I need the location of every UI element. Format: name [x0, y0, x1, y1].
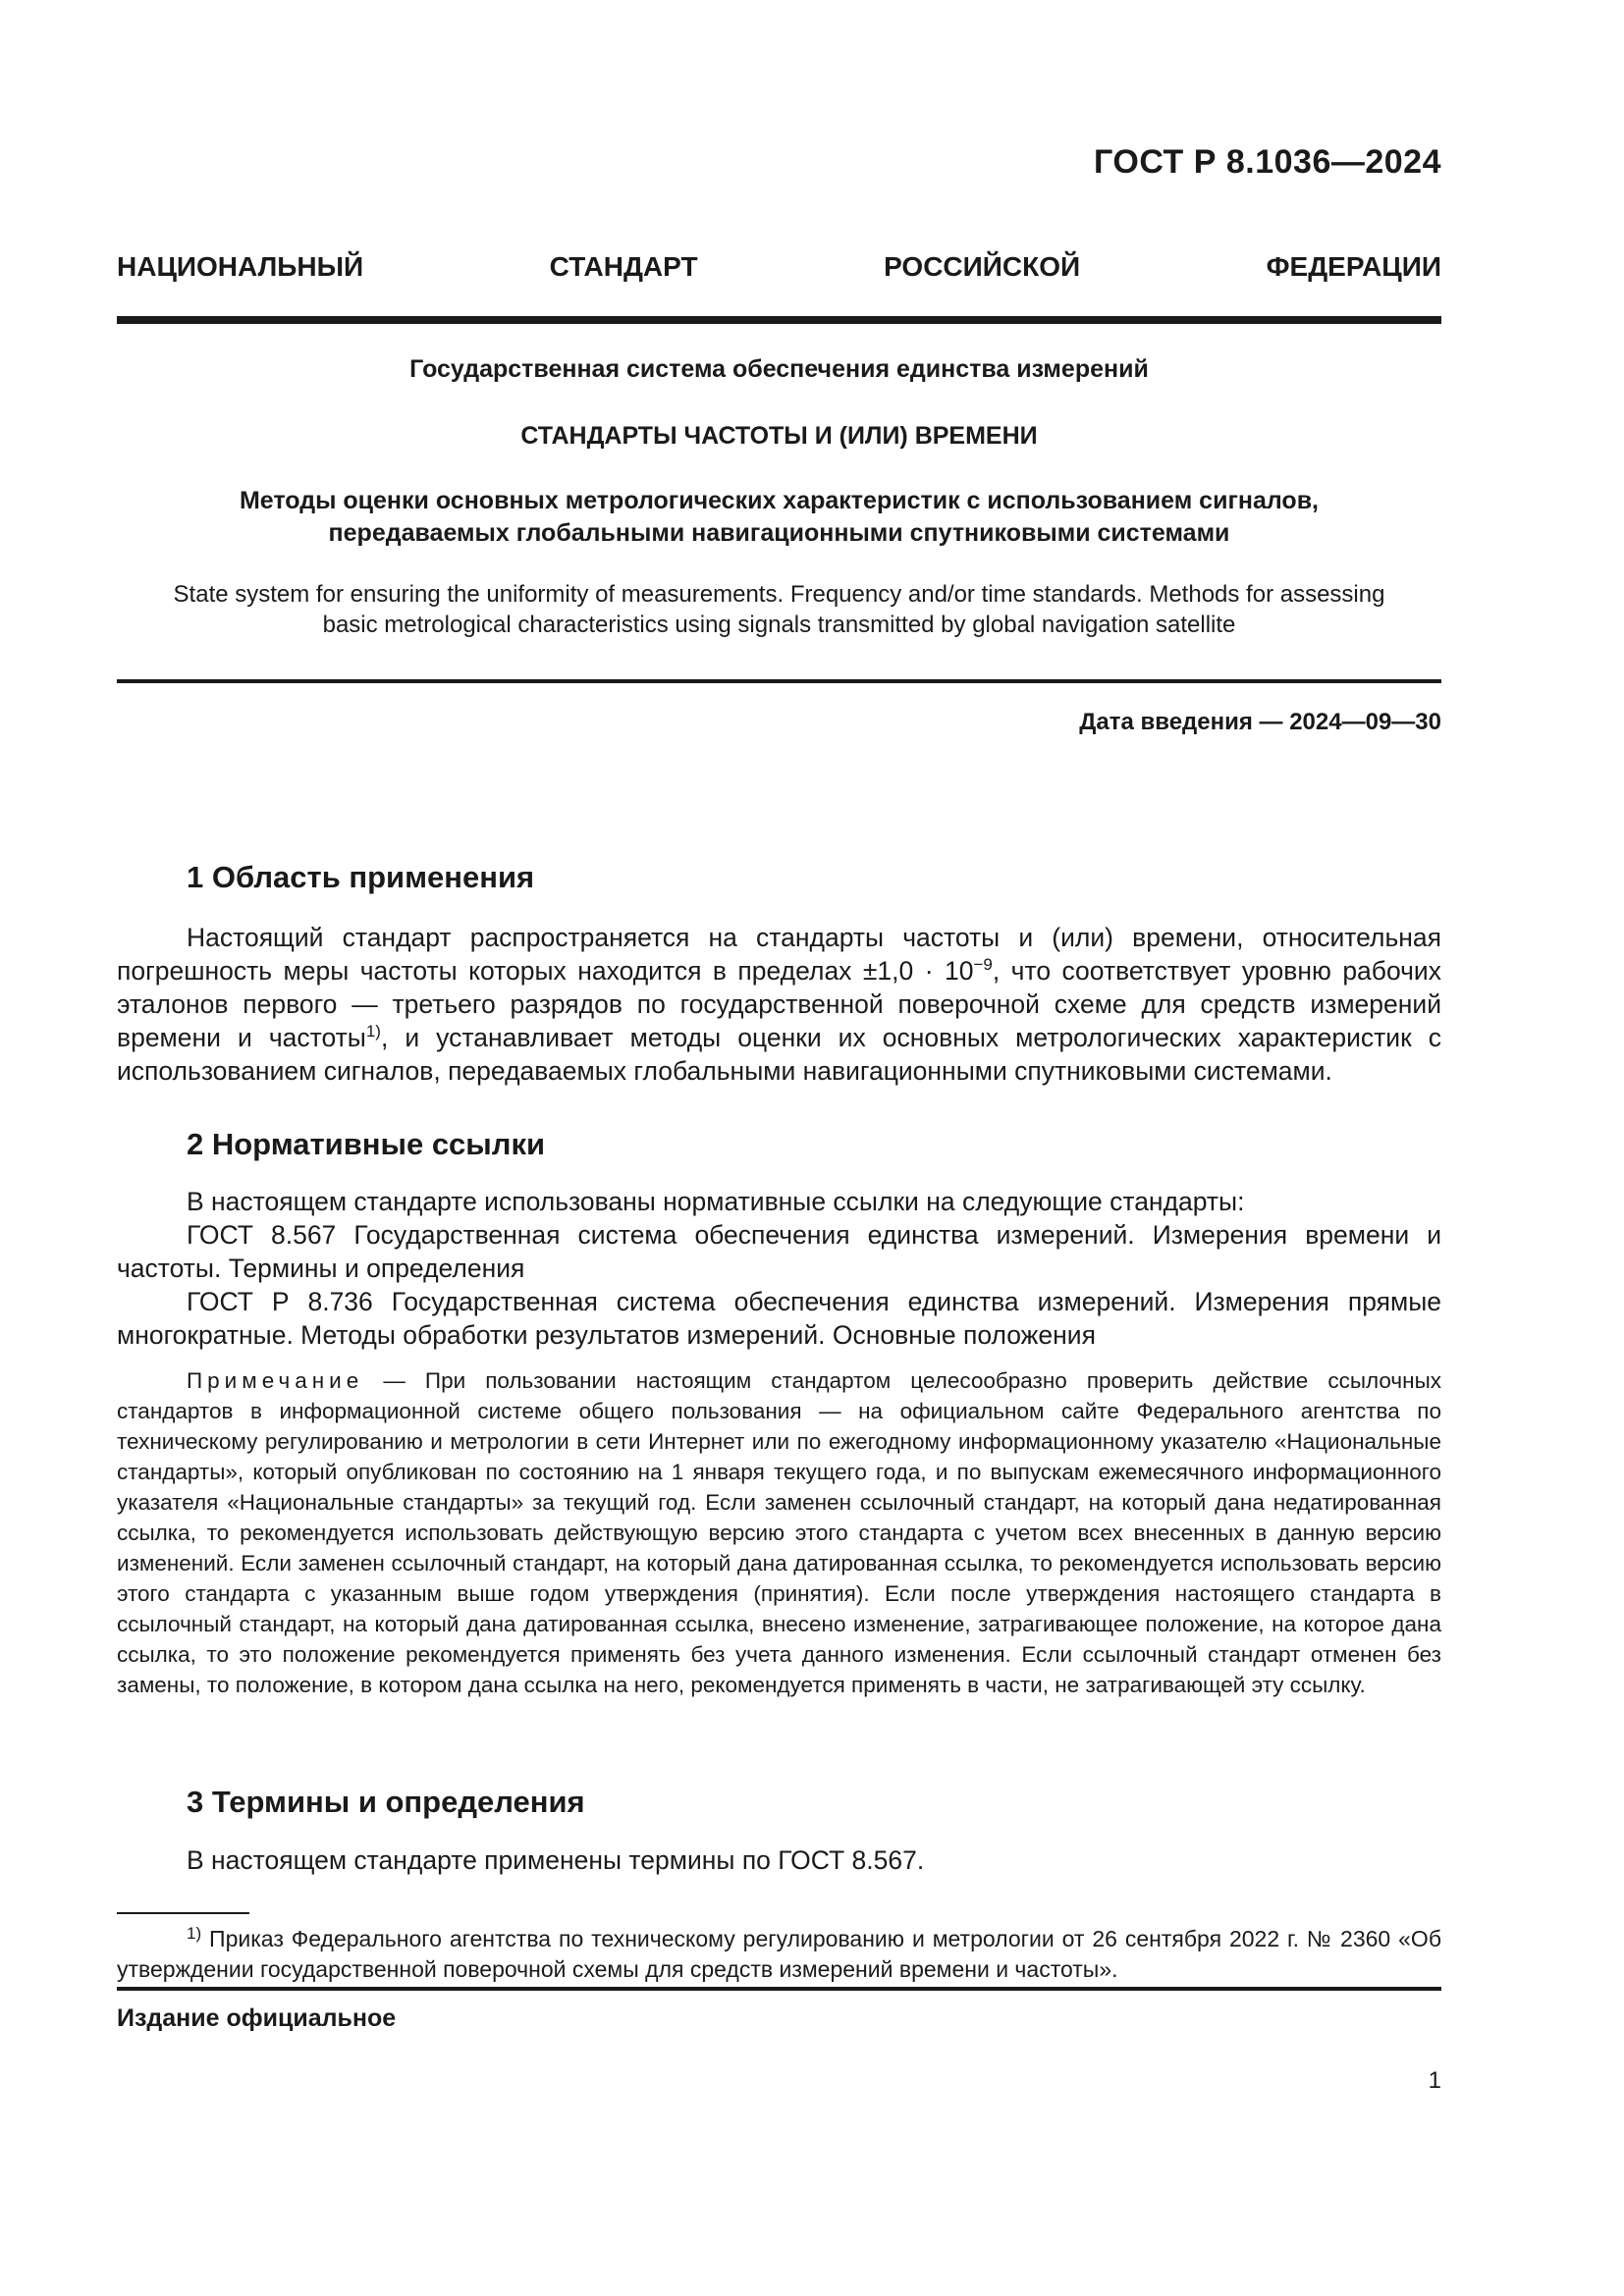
- subject-title: СТАНДАРТЫ ЧАСТОТЫ И (ИЛИ) ВРЕМЕНИ: [520, 422, 1038, 450]
- section-2-title: 2 Нормативные ссылки: [187, 1127, 546, 1161]
- reference-gost-r-8-736: ГОСТ Р 8.736 Государственная система обеспечения единства измерений. Измерения прямые многократные. Методы обработки результатов измерений. Основные положения: [117, 1287, 1441, 1350]
- official-edition-label: Издание официальное: [117, 2004, 397, 2032]
- title-rule: [117, 679, 1441, 683]
- methods-title: [117, 485, 1441, 550]
- system-title: Государственная система обеспечения единства измерений: [409, 355, 1149, 383]
- section-1-text-part2: , что соответствует уровню рабочих эталонов первого — третьего разрядов по государственной поверочной схеме для средств измерений времени и частоты: [117, 956, 1441, 1052]
- section-1-text-part1: Настоящий стандарт распространяется на стандарты частоты и (или) времени, относительная погрешность меры частоты которых находится в пределах ±1,0 · 10: [117, 923, 1441, 986]
- footnote-rule: [117, 1912, 249, 1914]
- section-3-text: В настоящем стандарте применены термины по ГОСТ 8.567.: [187, 1845, 925, 1875]
- section-1-title: 1 Область применения: [187, 860, 535, 894]
- note-label: Примечание: [187, 1368, 364, 1393]
- methods-title-line2: передаваемых глобальными навигационными спутниковыми системами: [328, 519, 1230, 547]
- note: [117, 1365, 1441, 1700]
- page-number: 1: [1428, 2067, 1441, 2094]
- document-number: ГОСТ Р 8.1036—2024: [1094, 143, 1441, 181]
- section-1-text-part3: , и устанавливает методы оценки их основных метрологических характеристик с использованием сигналов, передаваемых глобальными навигационными спутниковыми системами.: [117, 1023, 1441, 1086]
- note-body: — При пользовании настоящим стандартом целесообразно проверить действие ссылочных стандартов в информационной системе общего пользования — на официальном сайте Федерального агентства по техническому регулированию и метрологии в сети Интернет или по ежегодному информационному указателю «Национальные стандарты», который опубликован по состоянию на 1 января текущего года, и по выпускам ежемесячного информационного указателя «Национальные стандарты» за текущий год. Если заменен ссылочный стандарт, на который дана недатированная ссылка, то рекомендуется использовать действующую версию этого стандарта с учетом всех внесенных в данную версию изменений. Если заменен ссылочный стандарт, на который дана датированная ссылка, то рекомендуется использовать версию этого стандарта с указанным выше годом утверждения (принятия). Если после утверждения настоящего стандарта в ссылочный стандарт, на который дана датированная ссылка, внесено изменение, затрагивающее положение, на которое дана ссылка, то это положение рекомендуется применять без учета данного изменения. Если ссылочный стандарт отменен без замены, то положение, в котором дана ссылка на него, рекомендуется применять в части, не затрагивающей эту ссылку.: [117, 1368, 1441, 1697]
- english-title-line2: basic metrological characteristics using signals transmitted by global navigation satellite: [322, 612, 1236, 638]
- english-title: [117, 579, 1441, 640]
- section-2-intro: В настоящем стандарте использованы нормативные ссылки на следующие стандарты:: [187, 1187, 1245, 1216]
- reference-gost-8-567: ГОСТ 8.567 Государственная система обеспечения единства измерений. Измерения времени и частоты. Термины и определения: [117, 1220, 1441, 1283]
- introduction-date: Дата введения — 2024—09—30: [1079, 709, 1441, 735]
- footnote: [117, 1924, 1441, 1985]
- exponent: −9: [973, 955, 993, 974]
- section-1-text: [117, 921, 1441, 1088]
- methods-title-line1: Методы оценки основных метрологических характеристик с использованием сигналов,: [239, 487, 1320, 514]
- header-rule: [117, 316, 1441, 324]
- footer-rule: [117, 1987, 1441, 1991]
- section-3-title: 3 Термины и определения: [187, 1785, 585, 1819]
- footnote-reference: 1): [365, 1022, 381, 1041]
- footnote-body: Приказ Федерального агентства по техническому регулированию и метрологии от 26 сентября 2022 г. № 2360 «Об утверждении государственной поверочной схемы для средств измерений времени и частоты».: [117, 1926, 1441, 1982]
- english-title-line1: State system for ensuring the uniformity of measurements. Frequency and/or time standards. Methods for assessing: [173, 581, 1385, 608]
- footnote-marker: 1): [187, 1924, 202, 1943]
- national-standard-heading: НАЦИОНАЛЬНЫЙ СТАНДАРТ РОССИЙСКОЙ ФЕДЕРАЦИИ: [117, 251, 1441, 282]
